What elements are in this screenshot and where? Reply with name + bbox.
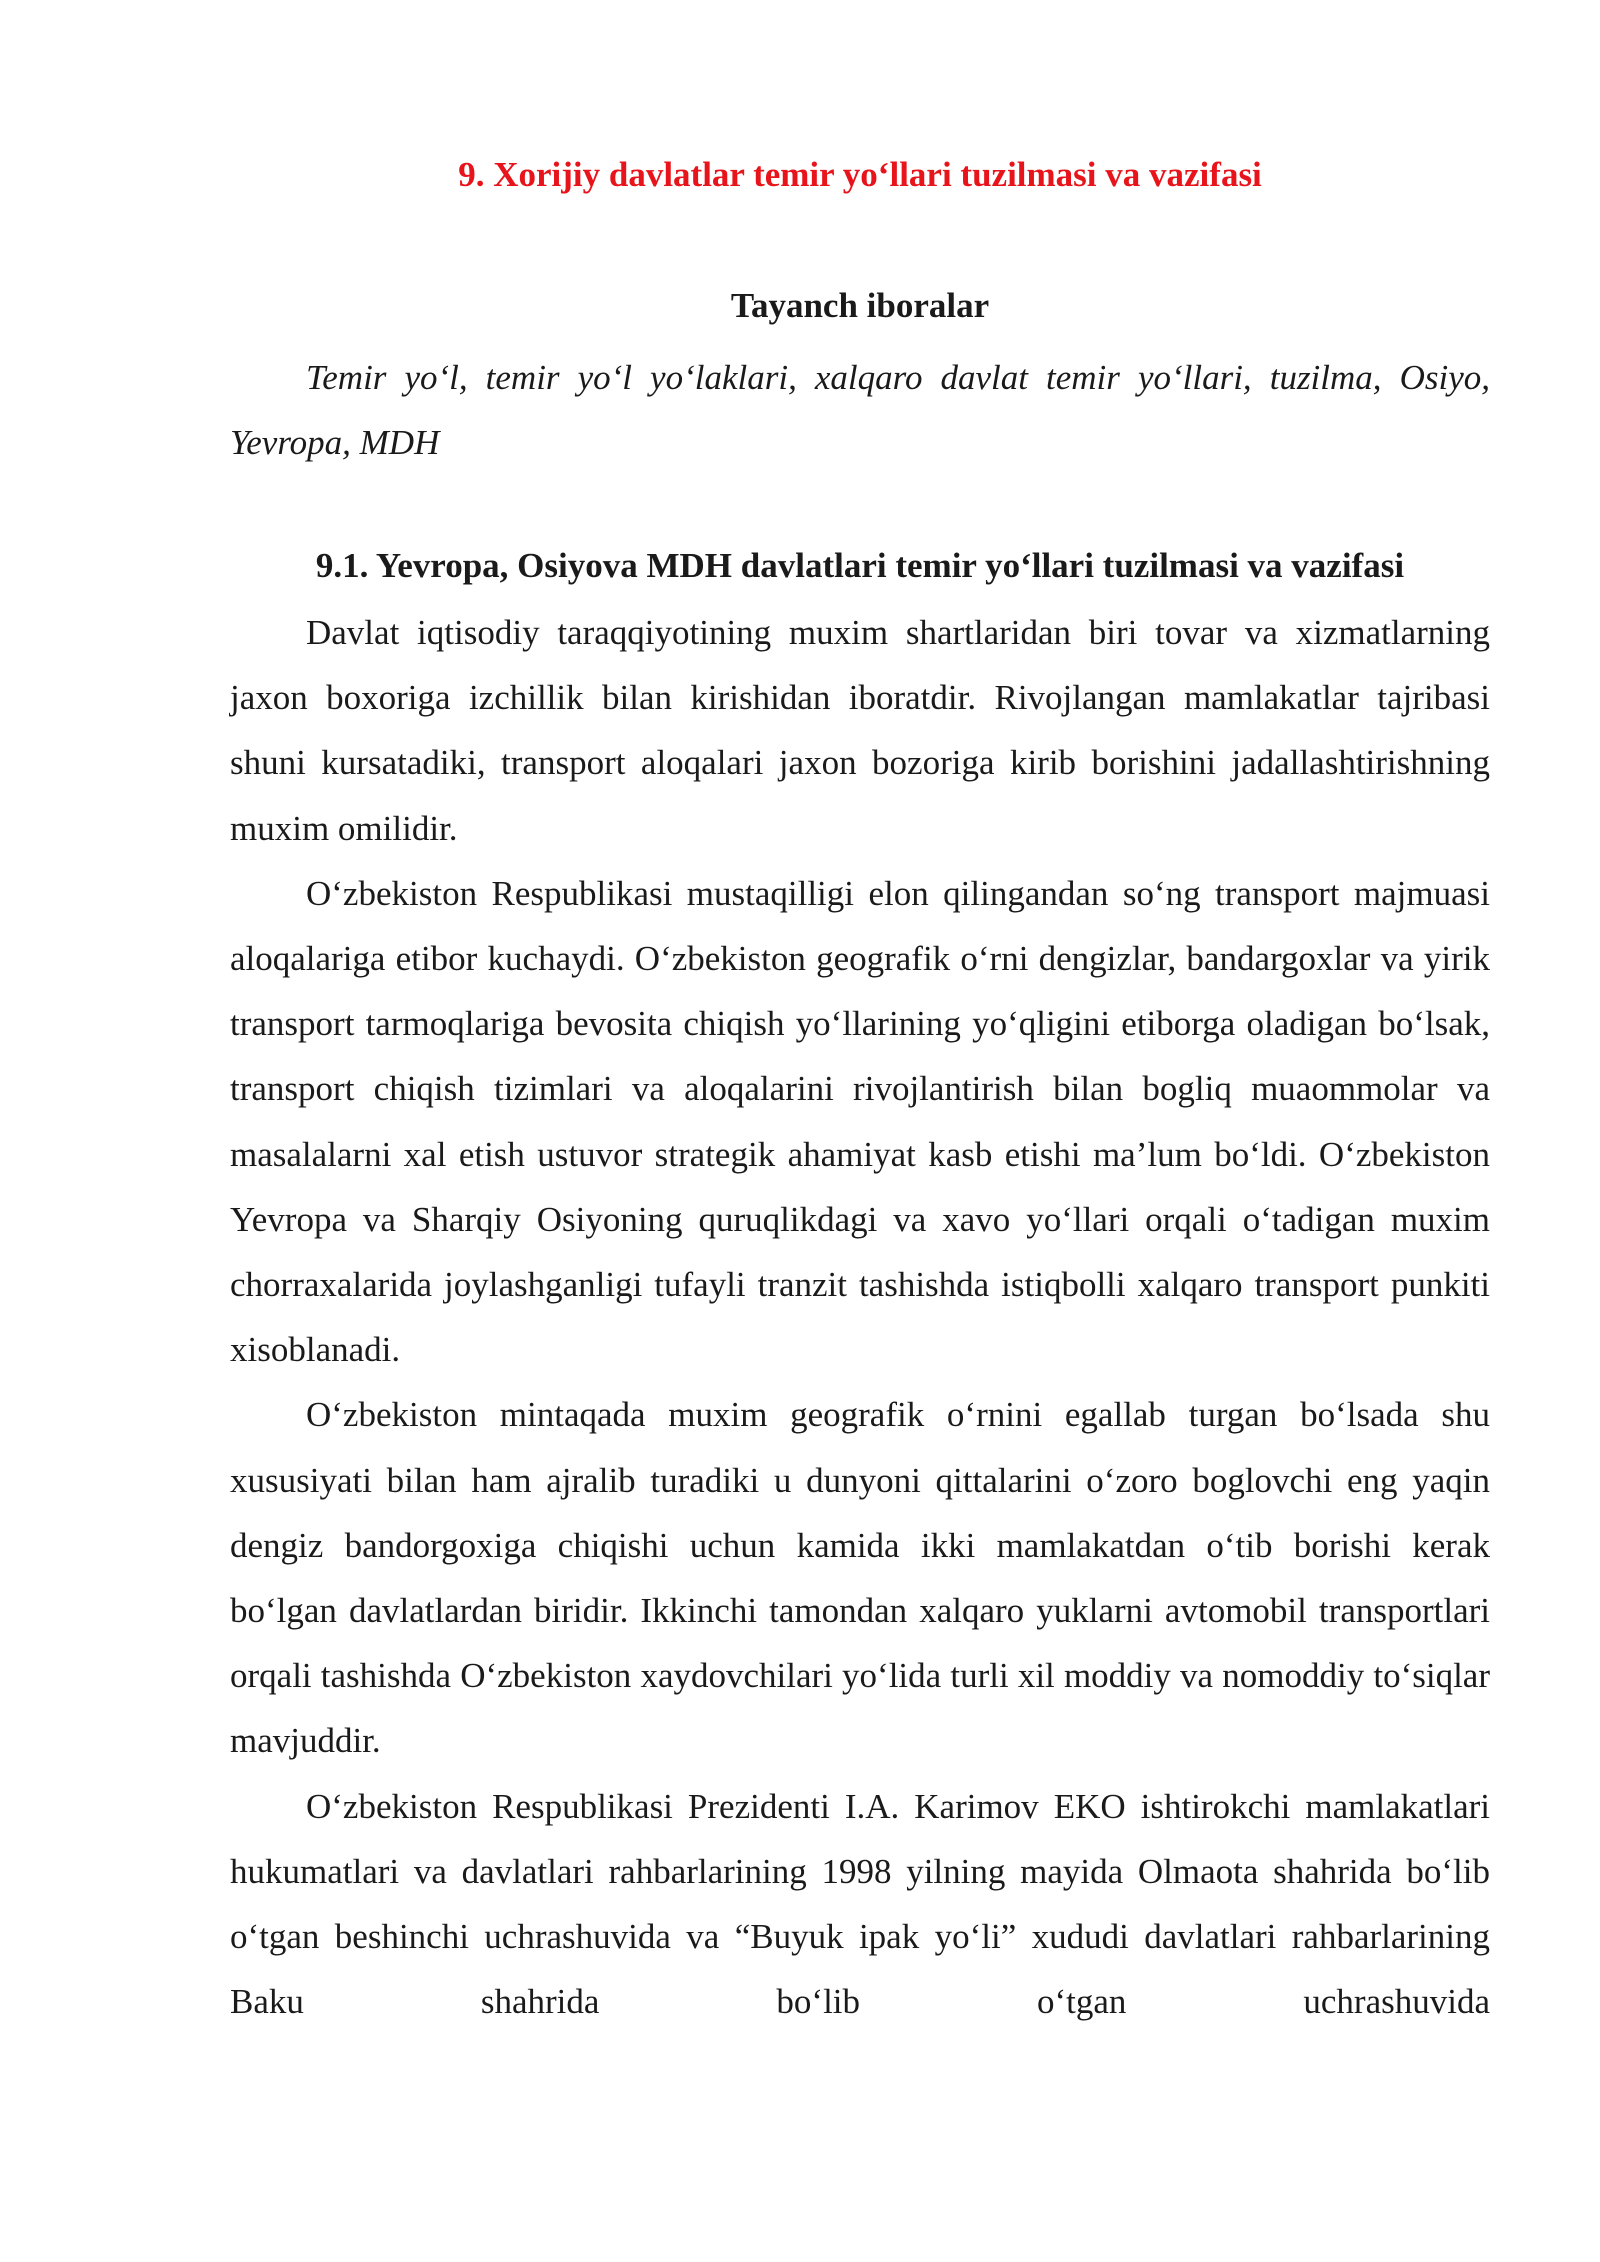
paragraph-2: O‘zbekiston Respublikasi mustaqilligi elon qilingandan so‘ng transport majmuasi aloqalariga etibor kuchaydi. O‘zbekiston geografik o‘rni dengizlar, bandargoxlar va yirik transport tarmoqlariga bevosita chiqish yo‘llarining yo‘qligini etiborga oladigan bo‘lsak, transport chiqish tizimlari va aloqalarini rivojlantirish bilan bogliq muaommolar va masalalarni xal etish ustuvor strategik ahamiyat kasb etishi ma’lum bo‘ldi. O‘zbekiston Yevropa va Sharqiy Osiyoning quruqlikdagi va xavo yo‘llari orqali o‘tadigan muxim chorraxalarida joylashganligi tufayli tranzit tashishda istiqbolli xalqaro transport punkiti xisoblanadi. — [230, 873, 1490, 1370]
body-text — [230, 600, 1490, 2034]
paragraph-4: O‘zbekiston Respublikasi Prezidenti I.A. Karimov EKO ishtirokchi mamlakatlari hukumatlari va davlatlari rahbarlarining 1998 yilning mayida Olmaota shahrida bo‘lib o‘tgan beshinchi uchrashuvida va “Buyuk ipak yo‘li” xududi davlatlari rahbarlarining Baku shahrida bo‘lib o‘tgan uchrashuvida — [230, 1786, 1490, 2022]
keywords-heading: Tayanch iboralar — [730, 286, 990, 325]
paragraph-3: O‘zbekiston mintaqada muxim geografik o‘rnini egallab turgan bo‘lsada shu xususiyati bilan ham ajralib turadiki u dunyoni qittalarini o‘zoro boglovchi eng yaqin dengiz bandorgoxiga chiqishi uchun kamida ikki mamlakatdan o‘tib borishi kerak bo‘lgan davlatlardan biridir. Ikkinchi tamondan xalqaro yuklarni avtomobil transportlari orqali tashishda O‘zbekiston xaydovchilari yo‘lida turli xil moddiy va nomoddiy to‘siqlar mavjuddir. — [230, 1395, 1490, 1761]
keywords-text: Temir yo‘l, temir yo‘l yo‘laklari, xalqaro davlat temir yo‘llari, tuzilma, Osiyo, Yevropa, MDH — [230, 358, 1490, 462]
chapter-title: 9. Xorijiy davlatlar temir yo‘llari tuzilmasi va vazifasi — [458, 155, 1262, 194]
paragraph-1: Davlat iqtisodiy taraqqiyotining muxim shartlaridan biri tovar va xizmatlarning jaxon boxoriga izchillik bilan kirishidan iboratdir. Rivojlangan mamlakatlar tajribasi shuni kursatadiki, transport aloqalari jaxon bozoriga kirib borishini jadallashtirishning muxim omilidir. — [230, 613, 1490, 848]
section-title: 9.1. Yevropa, Osiyova MDH davlatlari temir yo‘llari tuzilmasi va vazifasi — [315, 546, 1405, 585]
